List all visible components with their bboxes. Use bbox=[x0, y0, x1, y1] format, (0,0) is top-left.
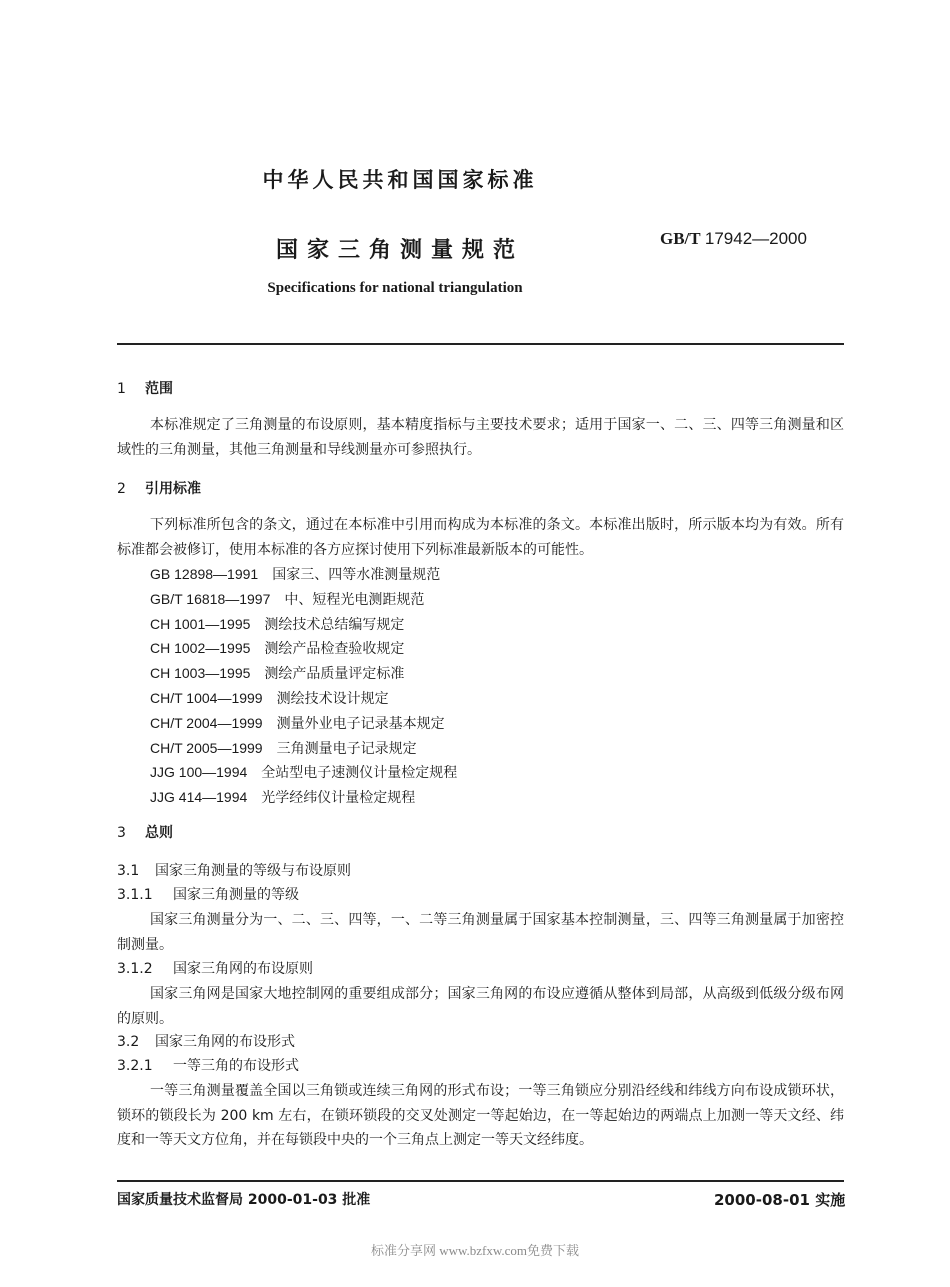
reference-title: 测绘技术总结编写规定 bbox=[264, 616, 405, 633]
section-2-paragraph: 下列标准所包含的条文，通过在本标准中引用而构成为本标准的条文。本标准出版时，所示版本均为有效。所有标准都会被修订，使用本标准的各方应探讨使用下列标准最新版本的可能性。 bbox=[117, 517, 844, 558]
section-3-2-heading bbox=[117, 1031, 295, 1051]
section-2-heading bbox=[117, 478, 201, 498]
section-3-1-1-paragraph: 国家三角测量分为一、二、三、四等，一、二等三角测量属于国家基本控制测量，三、四等三角测量属于加密控制测量。 bbox=[117, 912, 844, 953]
reference-item bbox=[150, 562, 457, 587]
reference-item bbox=[150, 661, 457, 686]
section-number: 1 bbox=[117, 381, 126, 397]
section-title: 国家三角网的布设形式 bbox=[155, 1034, 295, 1050]
reference-code: CH 1003—1995 bbox=[150, 665, 251, 682]
reference-title: 三角测量电子记录规定 bbox=[276, 740, 417, 757]
reference-item bbox=[150, 587, 457, 612]
reference-item bbox=[150, 736, 457, 761]
standard-code: 17942—2000 bbox=[704, 229, 807, 248]
bottom-divider bbox=[117, 1180, 844, 1182]
section-title: 国家三角测量的等级与布设原则 bbox=[155, 863, 351, 879]
section-number: 2 bbox=[117, 481, 126, 497]
reference-title: 测绘技术设计规定 bbox=[276, 690, 389, 707]
standard-prefix: GB/T bbox=[660, 229, 701, 248]
english-title: Specifications for national triangulation bbox=[267, 280, 523, 296]
section-3-1-2-heading bbox=[117, 958, 313, 978]
section-number: 3.2.1 bbox=[117, 1058, 153, 1074]
section-1-paragraph: 本标准规定了三角测量的布设原则，基本精度指标与主要技术要求；适用于国家一、二、三、四等三角测量和区域性的三角测量，其他三角测量和导线测量亦可参照执行。 bbox=[117, 417, 844, 458]
section-title: 一等三角的布设形式 bbox=[173, 1058, 299, 1074]
issued-by: 国家质量技术监督局 2000-01-03 批准 bbox=[117, 1192, 371, 1208]
national-standard-heading: 中华人民共和国国家标准 bbox=[262, 168, 538, 192]
section-3-1-heading bbox=[117, 860, 351, 880]
reference-item bbox=[150, 711, 457, 736]
reference-code: CH/T 2004—1999 bbox=[150, 714, 263, 731]
reference-title: 中、短程光电测距规范 bbox=[284, 591, 425, 608]
reference-title: 光学经纬仪计量检定规程 bbox=[261, 790, 416, 807]
section-title: 国家三角网的布设原则 bbox=[173, 961, 313, 977]
section-3-1-2-paragraph: 国家三角网是国家大地控制网的重要组成部分；国家三角网的布设应遵循从整体到局部，从高级到低级分级布网的原则。 bbox=[117, 986, 844, 1027]
reference-title: 测量外业电子记录基本规定 bbox=[276, 715, 445, 732]
section-number: 3.1 bbox=[117, 863, 140, 879]
section-number: 3.1.2 bbox=[117, 961, 153, 977]
watermark-text: 标准分享网 www.bzfxw.com免费下载 bbox=[370, 1243, 580, 1258]
reference-item bbox=[150, 636, 457, 661]
reference-code: CH/T 2005—1999 bbox=[150, 739, 263, 756]
document-title: 国家三角测量规范 bbox=[275, 238, 524, 263]
reference-code: GB 12898—1991 bbox=[150, 566, 259, 582]
reference-code: CH 1001—1995 bbox=[150, 615, 251, 632]
implementation-date bbox=[714, 1189, 845, 1210]
reference-code: CH/T 1004—1999 bbox=[150, 689, 263, 706]
reference-code: JJG 414—1994 bbox=[150, 789, 248, 806]
section-number: 3 bbox=[117, 825, 126, 841]
section-number: 3.2 bbox=[117, 1034, 140, 1050]
section-title: 引用标准 bbox=[145, 481, 201, 497]
section-3-2-1-paragraph: 一等三角测量覆盖全国以三角锁或连续三角网的形式布设；一等三角锁应分别沿经线和纬线方向布设成锁环状，锁环的锁段长为 200 km 左右，在锁环锁段的交叉处测定一等起始边，在一等起始边的两端点上加测一等天文经、纬度和一等天文方位角，并在每锁段中央的一个三角点上测定一等天文经纬度。 bbox=[117, 1083, 844, 1148]
reference-code: GB/T 16818—1997 bbox=[150, 590, 271, 607]
section-3-1-1-heading bbox=[117, 884, 299, 904]
section-title: 范围 bbox=[145, 381, 173, 397]
reference-list bbox=[150, 562, 457, 810]
section-3-2-1-heading bbox=[117, 1055, 299, 1075]
reference-title: 测绘产品质量评定标准 bbox=[264, 666, 405, 683]
section-title: 总则 bbox=[145, 825, 173, 841]
standard-number bbox=[660, 229, 807, 249]
reference-item bbox=[150, 612, 457, 637]
section-number: 3.1.1 bbox=[117, 887, 153, 903]
section-1-heading bbox=[117, 378, 173, 398]
reference-code: JJG 100—1994 bbox=[150, 764, 248, 781]
reference-title: 全站型电子速测仪计量检定规程 bbox=[261, 765, 458, 782]
reference-item bbox=[150, 686, 457, 711]
implementation-date-value: 2000-08-01 bbox=[714, 1191, 810, 1209]
reference-title: 测绘产品检查验收规定 bbox=[264, 641, 405, 658]
reference-item bbox=[150, 785, 457, 810]
reference-item bbox=[150, 760, 457, 785]
reference-code: CH 1002—1995 bbox=[150, 640, 251, 657]
section-3-heading bbox=[117, 822, 173, 842]
top-divider bbox=[117, 343, 844, 345]
implementation-label: 实施 bbox=[815, 1191, 846, 1209]
section-title: 国家三角测量的等级 bbox=[173, 887, 299, 903]
reference-title: 国家三、四等水准测量规范 bbox=[272, 567, 441, 583]
